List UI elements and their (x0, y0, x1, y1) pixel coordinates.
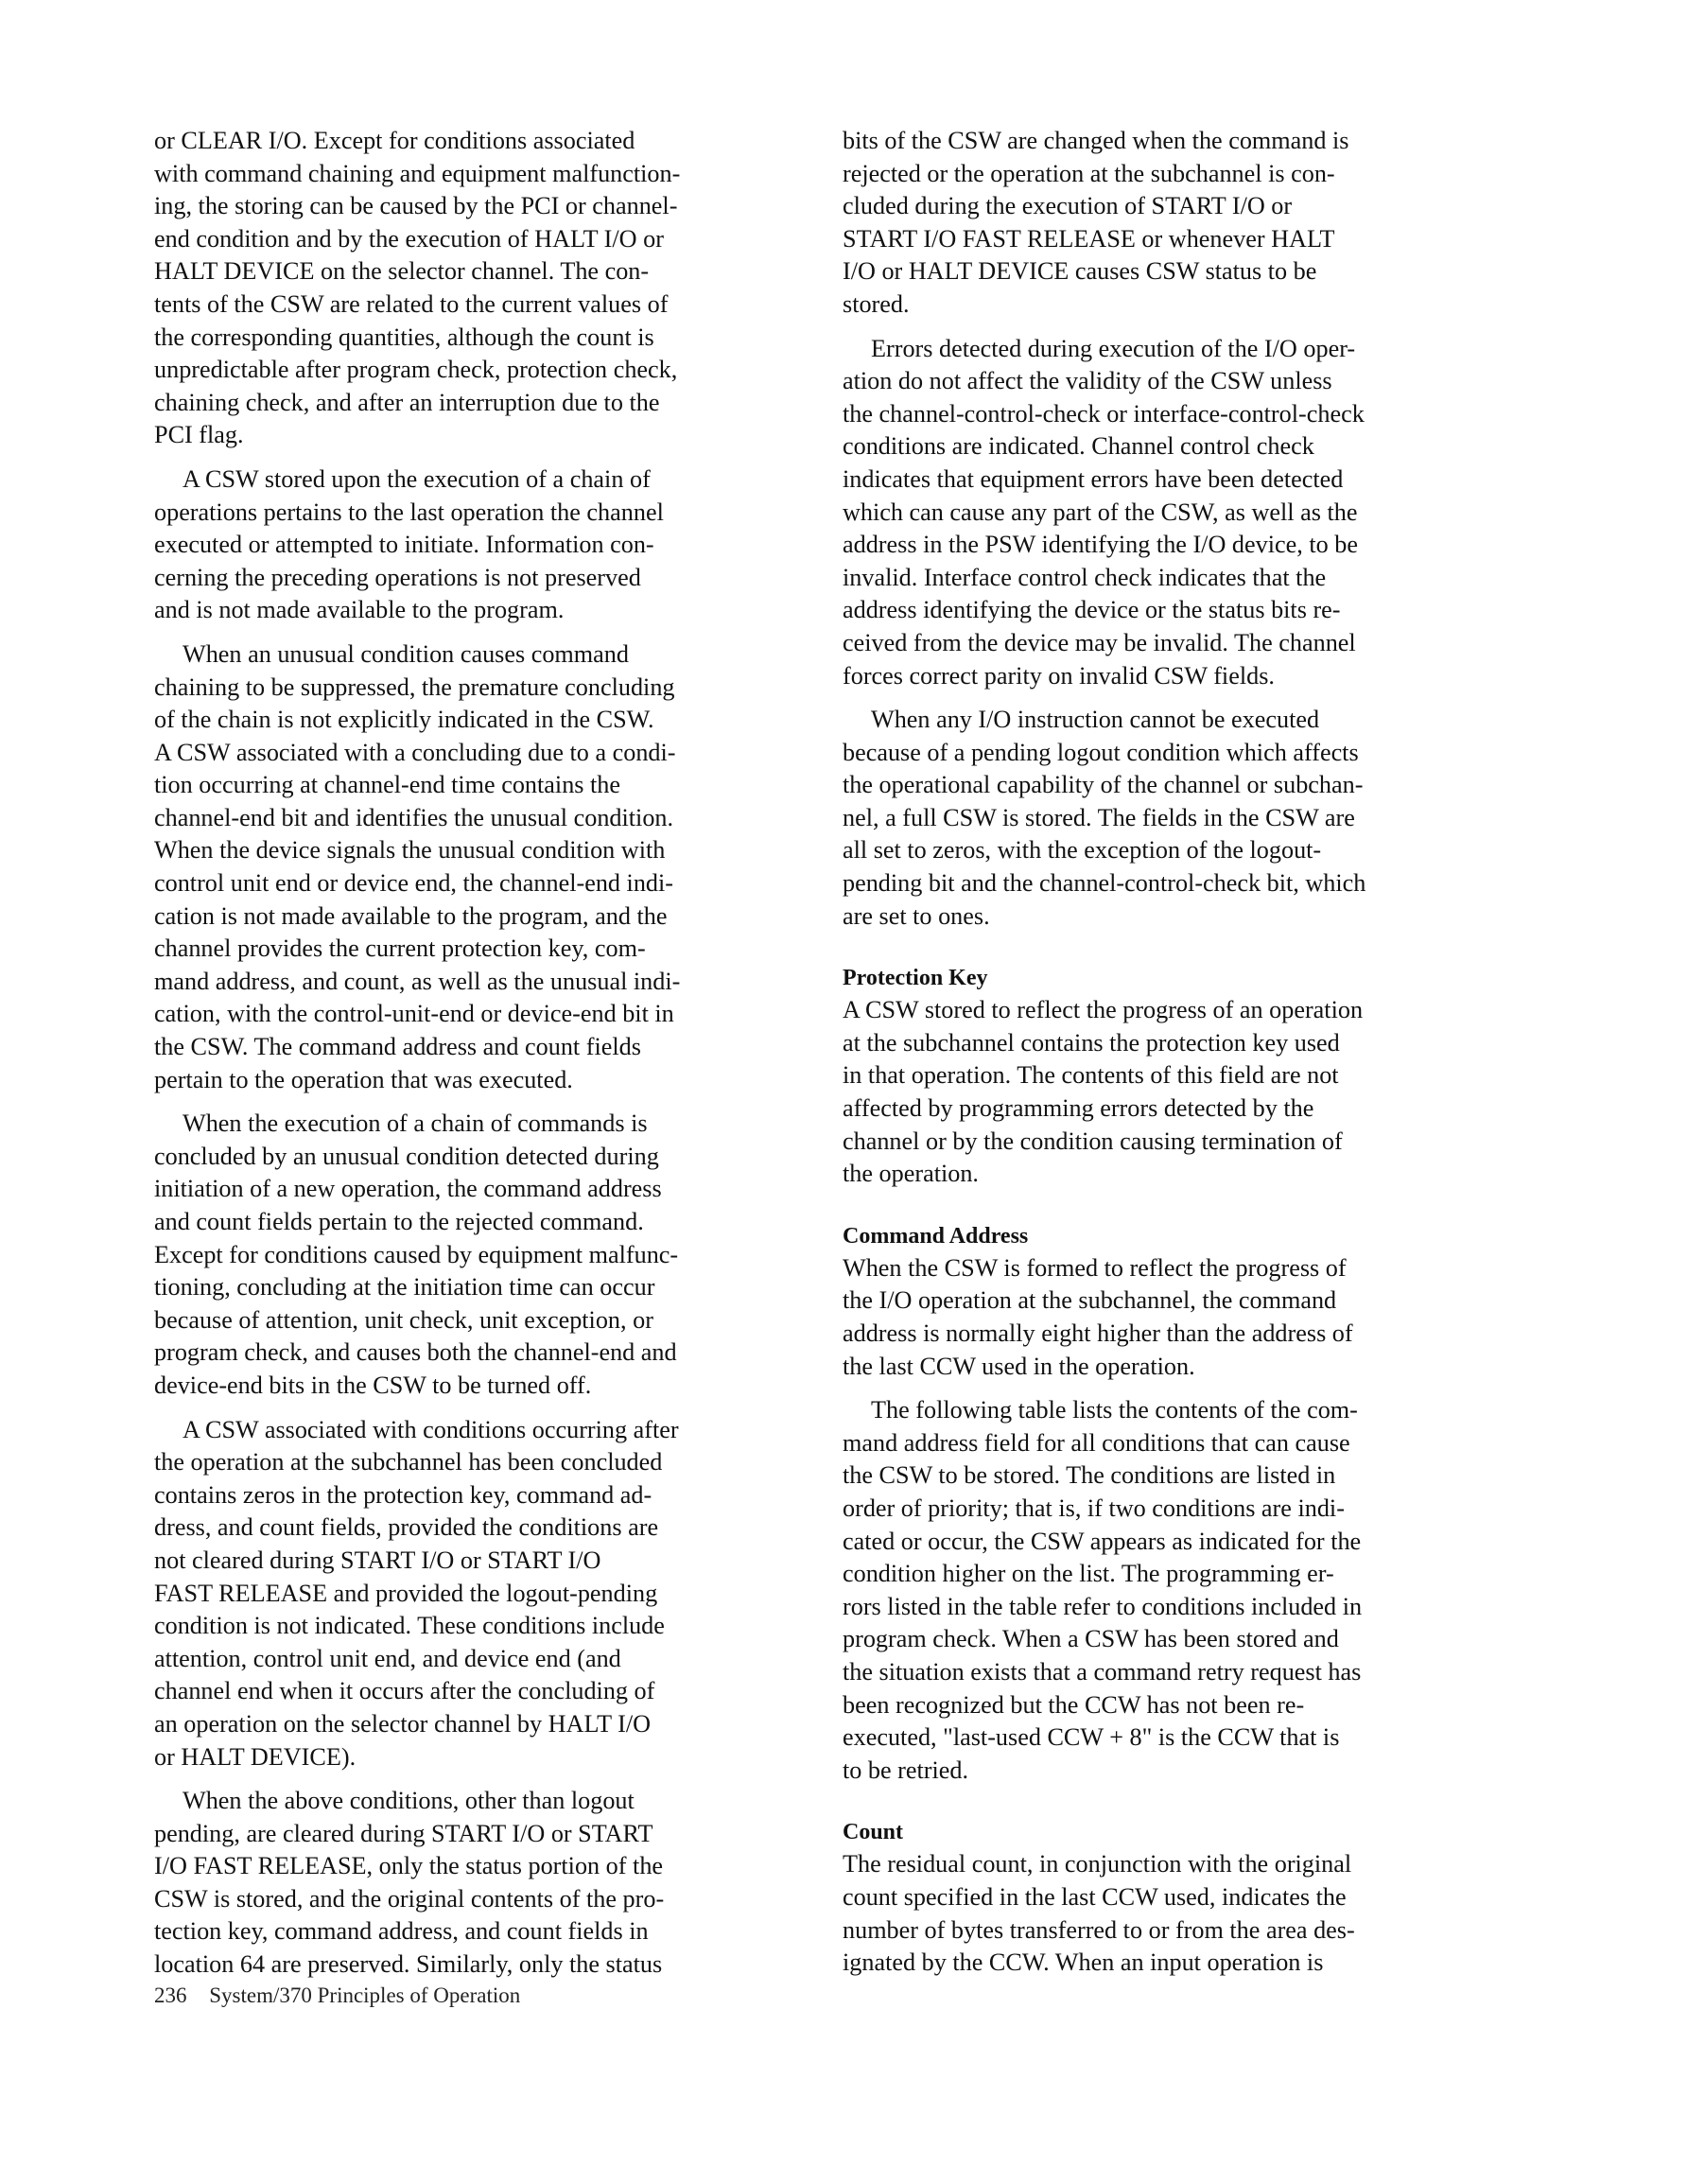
page-footer (154, 1982, 520, 2010)
paragraph: bits of the CSW are changed when the command is rejected or the operation at the subchannel is con- cluded during the execution of START I/O or START I/O FAST RELEASE or whenever HALT I/O or HALT DEVICE causes CSW status to be stored. (843, 127, 1349, 318)
paragraph: or CLEAR I/O. Except for conditions associated with command chaining and equipment malfunction- ing, the storing can be caused by the PCI or channel- end condition and by the execution of HALT I/O or HALT DEVICE on the selector channel. The con- tents of the CSW are related to the current values of the corresponding quantities, although the count is unpredictable after program check, protection check, chaining check, and after an interruption due to the PCI flag. (154, 127, 681, 449)
paragraph: A CSW stored to reflect the progress of an operation at the subchannel contains the protection key used in that operation. The contents of this field are not affected by programming errors detected by the channel or by the condition causing termination of the operation. (843, 996, 1364, 1188)
section-heading-protection-key: Protection Key (843, 966, 988, 991)
paragraph: When the above conditions, other than logout pending, are cleared during START I/O or START I/O FAST RELEASE, only the status portion of the CSW is stored, and the original contents of the pro- tection key, command address, and count fields in location 64 are preserved. Similarly, only the status (154, 1787, 665, 1979)
paragraph: Errors detected during execution of the I/O oper- ation do not affect the validity of the CSW unless the channel-control-check or interface-control-check conditions are indicated. Channel control check indicates that equipment errors have been detected which can cause any part of the CSW, as well as the address in the PSW identifying the I/O device, to be invalid. Interface control check indicates that the address identifying the device or the status bits re- ceived from the device may be invalid. The channel forces correct parity on invalid CSW fields. (843, 334, 1365, 690)
paragraph: When any I/O instruction cannot be executed because of a pending logout condition which affects the operational capability of the channel or subchan- nel, a full CSW is stored. The fields in the CSW are all set to zeros, with the exception of the logout- pending bit and the channel-control-check bit, which are set to ones. (843, 706, 1366, 930)
paragraph: When the execution of a chain of commands is concluded by an unusual condition detected during initiation of a new operation, the command address and count fields pertain to the rejected command. Except for conditions caused by equipment malfunc- tioning, concluding at the initiation time can occur because of attention, unit check, unit exception, or program check, and causes both the channel-end and device-end bits in the CSW to be turned off. (154, 1109, 679, 1399)
paragraph: A CSW stored upon the execution of a chain of operations pertains to the last operation the channel executed or attempted to initiate. Information con- cerning the preceding operations is not preserved and is not made available to the program. (154, 464, 664, 624)
publication-title: System/370 Principles of Operation (209, 1983, 521, 2007)
paragraph: The residual count, in conjunction with the original count specified in the last CCW used, indicates the number of bytes transferred to or from the area des- ignated by the CCW. When an input operation is (843, 1850, 1355, 1977)
page-number: 236 (154, 1983, 187, 2007)
paragraph: When an unusual condition causes command chaining to be suppressed, the premature concluding of the chain is not explicitly indicated in the CSW. A CSW associated with a concluding due to a condi- tion occurring at channel-end time contains the channel-end bit and identifies the unusual condition. When the device signals the unusual condition with control unit end or device end, the channel-end indi- cation is not made available to the program, and the channel provides the current protection key, com- mand address, and count, as well as the unusual indi- cation, with the control-unit-end or device-end bit in the CSW. The command address and count fields pertain to the operation that was executed. (154, 639, 681, 1093)
paragraph: The following table lists the contents of the com- mand address field for all conditions that can cause the CSW to be stored. The conditions are listed in order of priority; that is, if two conditions are indi- cated or occur, the CSW appears as indicated for the condition higher on the list. The programming er- rors listed in the table refer to conditions included in program check. When a CSW has been stored and the situation exists that a command retry request has been recognized but the CCW has not been re- executed, "last-used CCW + 8" is the CCW that is to be retried. (843, 1396, 1363, 1784)
paragraph: A CSW associated with conditions occurring after the operation at the subchannel has been concluded contains zeros in the protection key, command ad- dress, and count fields, provided the conditions are not cleared during START I/O or START I/O FAST RELEASE and provided the logout-pending condition is not indicated. These conditions include attention, control unit end, and device end (and channel end when it occurs after the concluding of an operation on the selector channel by HALT I/O or HALT DEVICE). (154, 1415, 679, 1771)
section-heading-count: Count (843, 1820, 904, 1845)
left-column (154, 125, 778, 1993)
section-heading-command-address: Command Address (843, 1223, 1029, 1249)
right-column (843, 125, 1467, 1991)
paragraph: When the CSW is formed to reflect the progress of the I/O operation at the subchannel, the command address is normally eight higher than the address of the last CCW used in the operation. (843, 1253, 1353, 1380)
